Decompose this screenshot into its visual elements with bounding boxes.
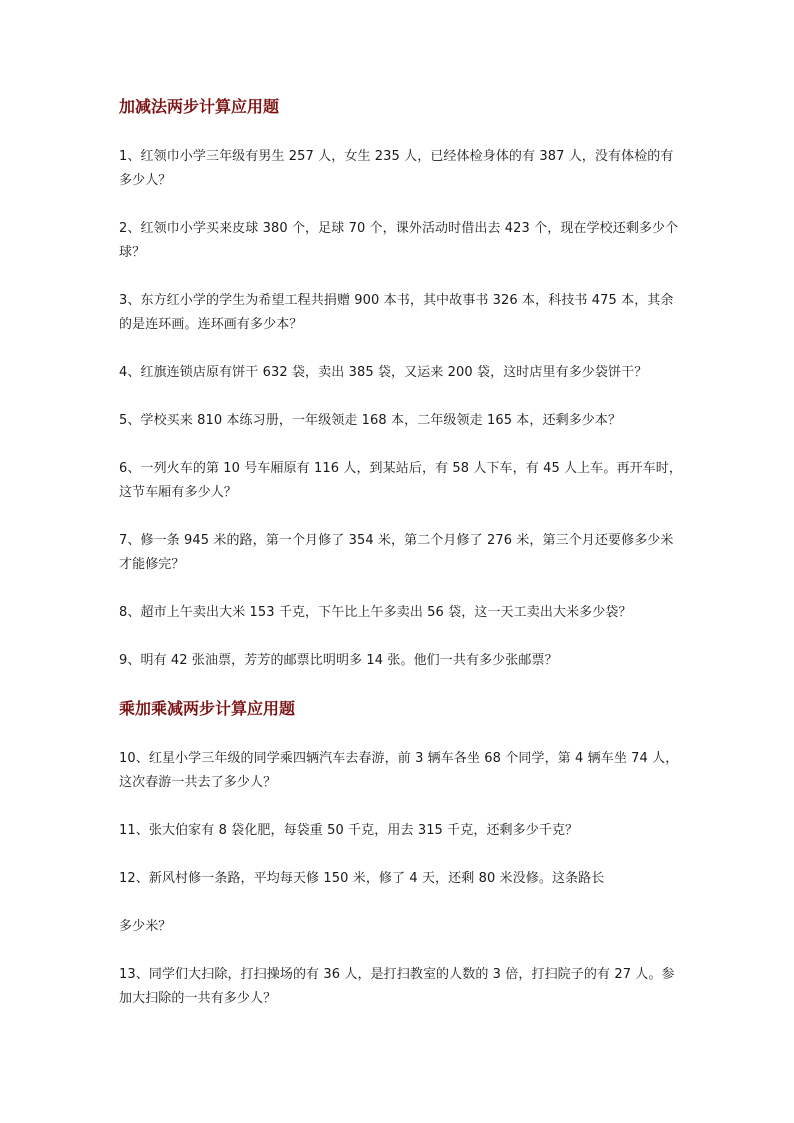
problem-10: 10、红星小学三年级的同学乘四辆汽车去春游，前 3 辆车各坐 68 个同学，第 4 辆车坐 74 人，这次春游一共去了多少人？	[119, 751, 679, 790]
problem-6: 6、一列火车的第 10 号车厢原有 116 人，到某站后，有 58 人下车，有 45 人上车。再开车时，这节车厢有多少人？	[119, 461, 682, 500]
document-content	[119, 95, 684, 1035]
problem-11: 11、张大伯家有 8 袋化肥，每袋重 50 千克，用去 315 千克，还剩多少千克？	[119, 823, 579, 838]
problem-13: 13、同学们大扫除，打扫操场的有 36 人，是打扫教室的人数的 3 倍，打扫院子的有 27 人。参加大扫除的一共有多少人？	[119, 967, 675, 1006]
problem-12-continued: 多少米？	[119, 919, 172, 934]
problem-2: 2、红领巾小学买来皮球 380 个，足球 70 个，课外活动时借出去 423 个，现在学校还剩多少个球？	[119, 221, 679, 260]
problem-9: 9、明有 42 张油票，芳芳的邮票比明明多 14 张。他们一共有多少张邮票？	[119, 653, 558, 668]
section-heading-addition-subtraction: 加减法两步计算应用题	[119, 97, 280, 116]
problem-3: 3、东方红小学的学生为希望工程共捐赠 900 本书，其中故事书 326 本，科技书 475 本，其余的是连环画。连环画有多少本？	[119, 293, 674, 332]
problem-4: 4、红旗连锁店原有饼干 632 袋，卖出 385 袋，又运来 200 袋，这时店里有多少袋饼干？	[119, 365, 648, 380]
section-heading-multiply-add-subtract: 乘加乘减两步计算应用题	[119, 699, 296, 718]
problem-1: 1、红领巾小学三年级有男生 257 人，女生 235 人，已经体检身体的有 387 人，没有体检的有多少人？	[119, 149, 674, 188]
problem-8: 8、超市上午卖出大米 153 千克，下午比上午多卖出 56 袋，这一天工卖出大米多少袋？	[119, 605, 632, 620]
problem-12: 12、新风村修一条路，平均每天修 150 米，修了 4 天，还剩 80 米没修。这条路长	[119, 871, 605, 886]
problem-7: 7、修一条 945 米的路，第一个月修了 354 米，第二个月修了 276 米，第三个月还要修多少米才能修完？	[119, 533, 674, 572]
problem-5: 5、学校买来 810 本练习册，一年级领走 168 本，二年级领走 165 本，还剩多少本？	[119, 413, 622, 428]
